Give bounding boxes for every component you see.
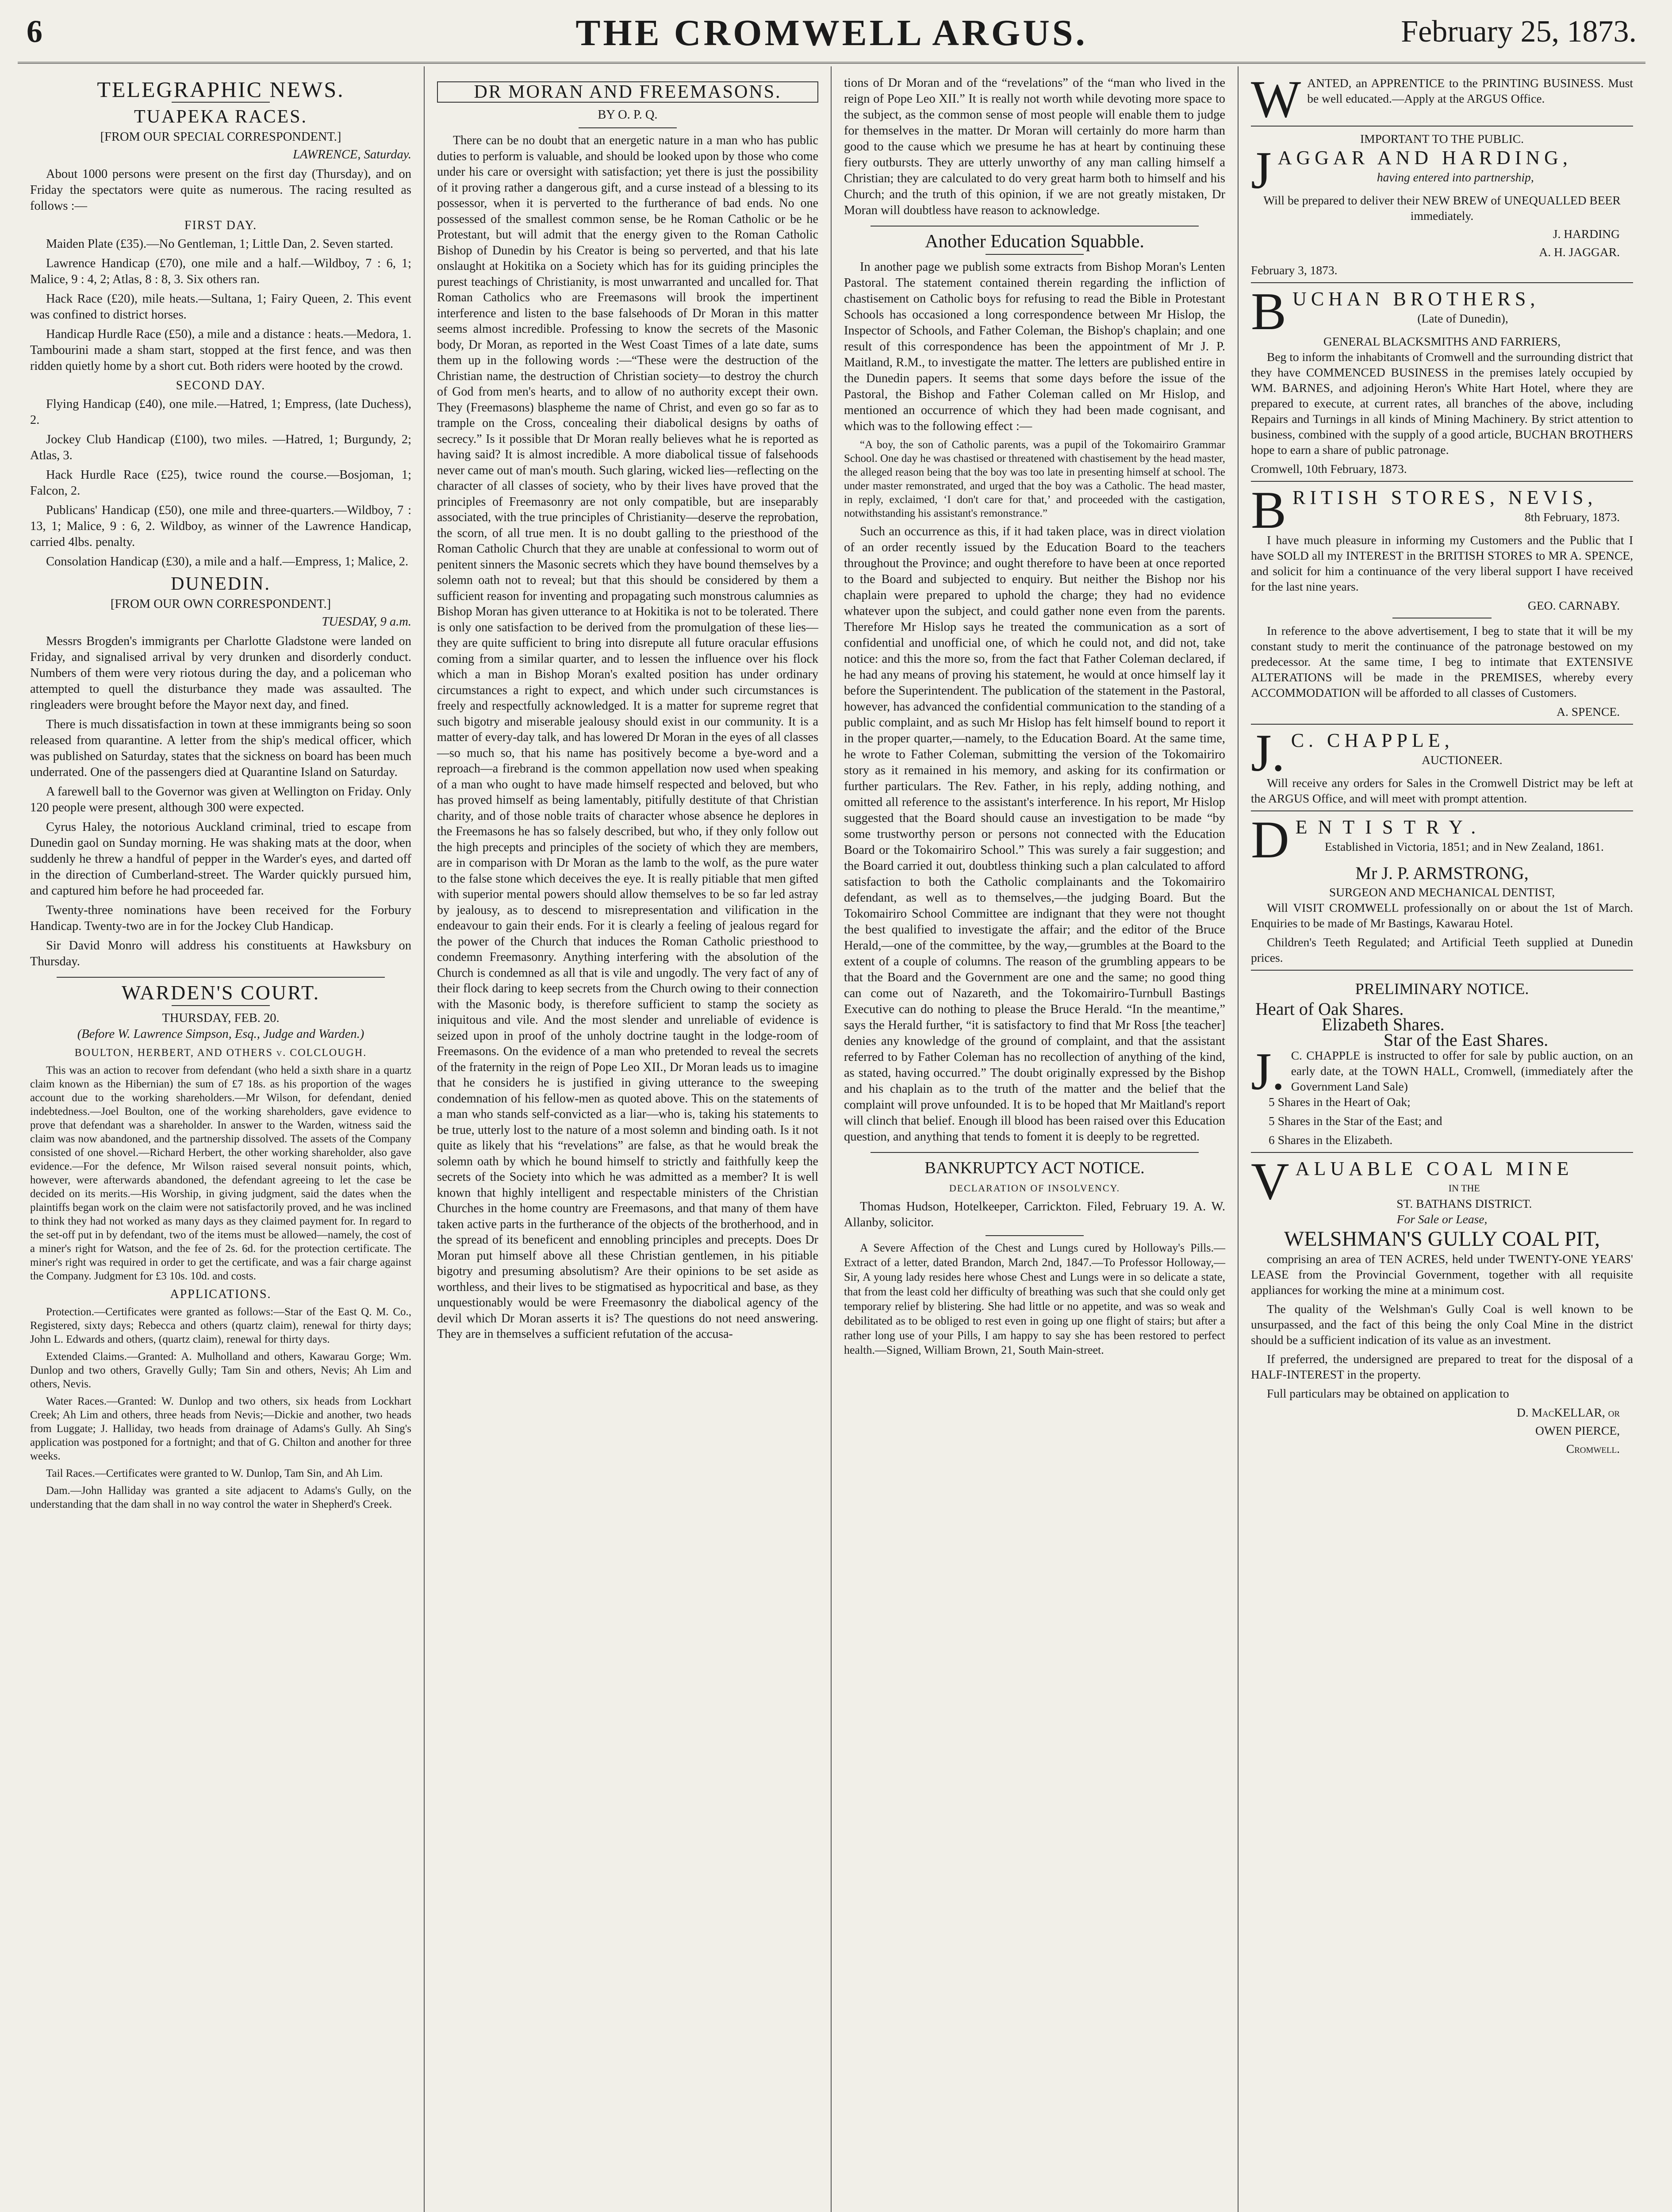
- section-title: TELEGRAPHIC NEWS.: [97, 77, 345, 102]
- ad-subheading: ST. BATHANS DISTRICT.: [1396, 1197, 1532, 1210]
- ad-line: Heart of Oak Shares.: [1255, 999, 1404, 1019]
- divider: [172, 1005, 270, 1006]
- signature: D. MacKELLAR, or: [1516, 1406, 1620, 1419]
- divider: [579, 127, 677, 128]
- ad-text: For Sale or Lease,: [1396, 1212, 1488, 1226]
- ad-heading: AGGAR AND HARDING,: [1277, 147, 1572, 169]
- paragraph: Twenty-three nominations have been received for the Forbury Handicap. Twenty-two are in for the Jockey Club Handicap.: [30, 903, 411, 933]
- newspaper-title: THE CROMWELL ARGUS.: [575, 12, 1088, 54]
- column-4: [1239, 66, 1645, 2212]
- paragraph: About 1000 persons were present on the first day (Thursday), and on Friday the spectators were quite as numerous. The racing resulted as follows :—: [30, 167, 411, 213]
- ad-chapple-auctioneer: [1251, 724, 1633, 806]
- ad-coal-mine: [1251, 1152, 1633, 1456]
- paragraph: Tail Races.—Certificates were granted to W. Dunlop, Tam Sin, and Ah Lim.: [46, 1467, 383, 1479]
- article-source: [FROM OUR SPECIAL CORRESPONDENT.]: [100, 130, 341, 144]
- ad-subheading: (Late of Dunedin),: [1417, 311, 1508, 325]
- ad-title: IMPORTANT TO THE PUBLIC.: [1360, 132, 1524, 146]
- subheading: FIRST DAY.: [184, 219, 257, 232]
- ad-text: Will be prepared to deliver their NEW BREW of UNEQUALLED BEER immediately.: [1263, 193, 1621, 223]
- subheading: APPLICATIONS.: [170, 1287, 272, 1301]
- paragraph: Such an occurrence as this, if it had taken place, was in direct violation of an order recently issued by the Education Board to the teachers throughout the Province; and ought therefore to have been at once reported to the Board and subjected to enquiry. But neither the Bishop nor his chaplain were prepared to uphold the charge; they had no evidence whatever upon the subject, and could gather none even from the parents. Therefore Mr Hislop says he treated the communication as a sort of confidential and unofficial one, of which he could not, and did not, take notice: and this the more so, from the fact that Father Coleman declared, if he had any means of proving his statement, he would at once himself lay it before the Superintendent. The publication of the statement in the Pastoral, however, has advanced the confidential communication to the standing of a public complaint, and as such Mr Hislop has felt himself bound to report it in the proper quarter,—namely, to the Education Board. At the same time, he wrote to Father Coleman, submitting the version of the Tokomairiro story as it remained in his memory, and asking for its confirmation or further particulars. The Rev. Father, in his reply, adding nothing, and omitted all reference to the assistant's interference. In his report, Mr Hislop suggested that the Board should cause an investigation to be made “by some trustworthy person or persons not connected with the Education Board or the Tokomairiro School.” This was surely a fair suggestion; and the Board carried it out, doubtless thinking such a plan calculated to afford satisfaction to both the Catholic complainants and the Tokomairiro defendant, as well as to themselves,—the judging Board. But the Tokomairiro School Committee are indignant that they were not thought the best qualified to investigate the affair; and the editor of the Bruce Herald,—one of the committee, by the way,—grumbles at the Board to the extent of a couple of columns. The reason of the grumbling appears to be that the Board and the Government are one and the same; no good thing can come out of Nazareth, and the Tokomairiro-Turnbull Bastings Executive can do nothing to please the Bruce Herald. “In the meantime,” says the Herald further, “it is satisfactory to find that Mr Ross [the teacher] denies any knowledge of the ground of complaint, and that the assistant referred to by Father Coleman has no recollection of anything of the kind, as stated, having occurred.” The doubt originally expressed by the Bishop and his chaplain as to the truth of the matter and the belief that the complaint will prove unfounded. It is to be hoped that Mr Maitland's report will clinch that belief. Enough ill blood has been raised over this Education question, and anything that tends to foment it is deeply to be regretted.: [844, 525, 1225, 1144]
- list-item: 5 Shares in the Heart of Oak;: [1269, 1095, 1411, 1109]
- ad-heading: ALUABLE COAL MINE: [1295, 1158, 1573, 1179]
- article-title: TUAPEKA RACES.: [134, 107, 308, 127]
- ad-subheading: AUCTIONEER.: [1422, 753, 1503, 767]
- paragraph: A farewell ball to the Governor was given at Wellington on Friday. Only 120 people were present, although 300 were expected.: [30, 785, 411, 814]
- paragraph: Jockey Club Handicap (£100), two miles. —Hatred, 1; Burgundy, 2; Atlas, 3.: [30, 433, 411, 462]
- ad-subheading: having entered into partnership,: [1377, 170, 1534, 184]
- ad-text: Children's Teeth Regulated; and Artificial Teeth supplied at Dunedin prices.: [1251, 935, 1633, 964]
- column-2: [425, 66, 832, 2212]
- divider: [871, 226, 1199, 227]
- divider: [57, 977, 385, 978]
- article-source: [FROM OUR OWN CORRESPONDENT.]: [110, 597, 331, 611]
- paragraph: In another page we publish some extracts from Bishop Moran's Lenten Pastoral. The statement contained therein regarding the infliction of chastisement on Catholic boys for refusing to read the Bible in Protestant Schools has occasioned a long correspondence between Mr Hislop, the Inspector of Schools, and Father Coleman, the Bishop's chaplain; and one result of this correspondence has been the appointment of Mr J. P. Maitland, R.M., to investigate the matter. The letters are published entire in the Dunedin papers. It seems that some days before the issue of the Pastoral, the Bishop and Father Coleman called on Mr Hislop, and mentioned an occurrence of which they had been made cognisant, and which was to the following effect :—: [844, 260, 1225, 433]
- notice-text: Thomas Hudson, Hotelkeeper, Carrickton. Filed, February 19. A. W. Allanby, solicitor.: [844, 1200, 1225, 1229]
- article-title: Another Education Squabble.: [925, 231, 1144, 252]
- paragraph: Water Races.—Granted: W. Dunlop and two others, six heads from Lockhart Creek; Ah Lim and others, three heads from Nevis;—Dickie and another, two heads from Luggate; J. Halliday, two heads from drainage of Adams's Gully. Ah Sing's application was postponed for a fortnight; and that of G. Chilton and another for three weeks.: [30, 1395, 411, 1462]
- issue-date: February 25, 1873.: [1401, 15, 1637, 49]
- ad-name: Mr J. P. ARMSTRONG,: [1355, 863, 1529, 883]
- bench-note: (Before W. Lawrence Simpson, Esq., Judge and Warden.): [77, 1027, 364, 1041]
- divider: [871, 1152, 1199, 1153]
- ad-text: The quality of the Welshman's Gully Coal is well known to be unsurpassed, and the fact of this being the only Coal Mine in the district should be a sufficient indication of its value as an investment.: [1251, 1302, 1633, 1347]
- case-title: BOULTON, HERBERT, AND OTHERS v. COLCLOUGH.: [74, 1047, 367, 1059]
- ad-preliminary-notice: [1251, 970, 1633, 1148]
- paragraph: Flying Handicap (£40), one mile.—Hatred, 1; Empress, (late Duchess), 2.: [30, 397, 411, 427]
- ad-trade: GENERAL BLACKSMITHS AND FARRIERS,: [1323, 334, 1561, 348]
- drop-cap: D: [1251, 810, 1289, 869]
- article-title: DUNEDIN.: [171, 574, 271, 594]
- paragraph: Protection.—Certificates were granted as follows:—Star of the East Q. M. Co., Registered, sixty days; Rebecca and others (quartz claim), renewal for thirty days; John L. Edwards and others, (quartz claim), renewal for thirty days.: [30, 1306, 411, 1345]
- ad-british-stores: [1251, 481, 1633, 719]
- ad-text: If preferred, the undersigned are prepared to treat for the disposal of a HALF-INTEREST in the property.: [1251, 1352, 1633, 1381]
- divider: [986, 1235, 1084, 1236]
- ad-text: ANTED, an APPRENTICE to the PRINTING BUSINESS. Must be well educated.—Apply at the ARGUS Office.: [1307, 76, 1633, 105]
- drop-cap: J: [1251, 141, 1272, 200]
- paragraph: Cyrus Haley, the notorious Auckland criminal, tried to escape from Dunedin gaol on Sunday morning. He was shaking mats at the door, when suddenly he threw a handful of pepper in the Warder's eyes, and darted off in the direction of Cumberland-street. The Warder quickly pursued him, and captured him before he had proceeded far.: [30, 820, 411, 898]
- subheading: SECOND DAY.: [176, 379, 266, 392]
- advertisement-text: A Severe Affection of the Chest and Lungs cured by Holloway's Pills.—Extract of a letter, dated Brandon, March 2nd, 1847.—To Professor Holloway,—Sir, A young lady resides here whose Chest and Lungs were in so delicate a state, that from the least cold her difficulty of breathing was such that she could only get temporary relief by blistering. She had little or no appetite, and was so weak and debilitated as to be obliged to rest even in going up one flight of stairs; but after a rather long use of your Pills, I am happy to say she has been restored to perfect health.—Signed, William Brown, 21, South Main-street.: [844, 1241, 1225, 1356]
- ad-title: PRELIMINARY NOTICE.: [1355, 980, 1529, 998]
- ad-text: comprising an area of TEN ACRES, held under TWENTY-ONE YEARS' LEASE from the Provincial Government, together with all requisite appliances for working the mine at a minimum cost.: [1251, 1252, 1633, 1297]
- notice-subtitle: DECLARATION OF INSOLVENCY.: [949, 1183, 1120, 1194]
- list-item: 5 Shares in the Star of the East; and: [1269, 1114, 1442, 1128]
- divider: [986, 254, 1084, 255]
- paragraph: Dam.—John Halliday was granted a site adjacent to Adams's Gully, on the understanding that the dam shall in no way control the water in Shepherd's Creek.: [30, 1485, 411, 1510]
- ad-apprentice: [1251, 69, 1633, 128]
- ad-text: I have much pleasure in informing my Customers and the Public that I have SOLD all my INTEREST in the BRITISH STORES to MR A. SPENCE, and solicit for him a continuance of the very liberal support I have received for the last nine years.: [1251, 533, 1633, 593]
- column-3: [832, 66, 1239, 2212]
- ad-dentistry: [1251, 810, 1633, 965]
- byline: BY O. P. Q.: [598, 108, 658, 122]
- signature: A. SPENCE.: [1557, 705, 1620, 718]
- ad-text: C. CHAPPLE is instructed to offer for sale by public auction, on an early date, at the TOWN HALL, Cromwell, (immediately after the Government Land Sale): [1291, 1048, 1633, 1093]
- paragraph: This was an action to recover from defendant (who held a sixth share in a quartz claim known as the Hibernian) the sum of £7 18s. as his proportion of the wages account due to the working shareholders.—Mr Wilson, for defendant, denied indebtedness.—Joel Boulton, one of the working shareholders, gave evidence to prove that defendant was a shareholder. In answer to the Warden, witness said the claim was now abandoned, and the partnership dissolved. The assets of the Company consisted of one shovel.—Richard Herbert, the other working shareholder, also gave evidence.—For the defence, Mr Wilson raised several nonsuit points, which, however, were afterwards abandoned, the defendant agreeing to let the case be decided on its merits.—His Worship, in giving judgment, said the dates when the plaintiffs began work on the claim were not satisfactorily proved, and he was inclined to think they had not worked as many days as they claimed payment for. In regard to the set-off put in by defendant, two of the items must be allowed—namely, the cost of a miner's right for Watson, and the fee of 2s. 6d. for the protection certificate. The miner's right was required in order to get the certificate, and was a fair charge against the Company. Judgment for £3 10s. 10d. and costs.: [30, 1064, 411, 1282]
- signature: OWEN PIERCE,: [1535, 1424, 1620, 1437]
- ad-jaggar-harding: [1251, 126, 1633, 278]
- paragraph: Extended Claims.—Granted: A. Mulholland and others, Kawarau Gorge; Wm. Dunlop and two others, Gravelly Gully; Tam Sin and others, Nevis; Ah Lim and others, Nevis.: [30, 1351, 411, 1390]
- paragraph: Consolation Handicap (£30), a mile and a half.—Empress, 1; Malice, 2.: [46, 555, 409, 568]
- paragraph: Hack Hurdle Race (£25), twice round the course.—Bosjoman, 1; Falcon, 2.: [30, 468, 411, 498]
- quotation: “A boy, the son of Catholic parents, was a pupil of the Tokomairiro Grammar School. One day he was chastised or threatened with chastisement by the head master, the alleged reason being that the boy was too late in presenting himself at school. The under master remonstrated, and urged that the boy was a Catholic. The head master, in reply, exclaimed, ‘I don't care for that,’ and proceeded with the castigation, notwithstanding his assistant's remonstrance.”: [844, 439, 1225, 519]
- paragraph: Messrs Brogden's immigrants per Charlotte Gladstone were landed on Friday, and signalised arrival by very drunken and disorderly conduct. Numbers of them were very riotous during the day, and a policeman who attempted to quell the disturbance they made was assaulted. The ringleaders were brought before the Mayor next day, and fined.: [30, 634, 411, 712]
- ad-heading: ENTISTRY.: [1295, 816, 1487, 838]
- article-title: WARDEN'S COURT.: [121, 981, 320, 1004]
- signature: Cromwell.: [1566, 1442, 1620, 1455]
- paragraph: Publicans' Handicap (£50), one mile and three-quarters.—Wildboy, 7 : 13, 1; Malice, 9 : 6, 2. Wildboy, as winner of the Lawrence Handicap, carried 4lbs. penalty.: [30, 503, 411, 549]
- dateline: TUESDAY, 9 a.m.: [322, 615, 411, 629]
- masthead: [18, 9, 1645, 64]
- ad-date: February 3, 1873.: [1251, 263, 1338, 277]
- ad-heading: UCHAN BROTHERS,: [1292, 288, 1540, 310]
- article-title: DR MORAN AND FREEMASONS.: [437, 81, 818, 103]
- drop-cap: B: [1251, 282, 1287, 341]
- paragraph: There is much dissatisfaction in town at these immigrants being so soon released from quarantine. A letter from the ship's medical officer, which was published on Saturday, states that the sickness on board has been much underrated. One of the passengers died at Quarantine Island on Saturday.: [30, 718, 411, 779]
- ad-heading: C. CHAPPLE,: [1291, 730, 1454, 751]
- paragraph: Maiden Plate (£35).—No Gentleman, 1; Little Dan, 2. Seven started.: [46, 237, 394, 251]
- paragraph: Handicap Hurdle Race (£50), a mile and a distance : heats.—Medora, 1. Tambourini made a sham start, stopped at the first fence, and was then ridden quietly home by a short cut. Both riders were hooted by the crowd.: [30, 327, 411, 373]
- ad-text: Beg to inform the inhabitants of Cromwell and the surrounding district that they have COMMENCED BUSINESS in the premises lately occupied by WM. BARNES, and adjoining Heron's White Hart Hotel, where they are prepared to execute, at current rates, all branches of the above, including Repairs and Turnings in all kinds of Mining Machinery. By strict attention to business, combined with the supply of a good article, BUCHAN BROTHERS hope to earn a share of public patronage.: [1251, 350, 1633, 457]
- ad-line: Elizabeth Shares.: [1322, 1014, 1445, 1034]
- ad-date: 8th February, 1873.: [1524, 510, 1620, 524]
- page-columns: [18, 66, 1645, 2212]
- ad-text: Full particulars may be obtained on application to: [1267, 1386, 1509, 1400]
- signature: J. HARDING: [1553, 227, 1620, 241]
- ad-text: Will receive any orders for Sales in the Cromwell District may be left at the ARGUS Office, and will meet with prompt attention.: [1251, 776, 1633, 805]
- dateline: THURSDAY, FEB. 20.: [162, 1011, 280, 1025]
- drop-cap: V: [1251, 1152, 1289, 1210]
- ad-text: In reference to the above advertisement, I beg to state that it will be my constant study to merit the continuance of the patronage bestowed on my predecessor. At the same time, I beg to intimate that EXTENSIVE ALTERATIONS will be made in the PREMISES, whereby every ACCOMMODATION will be afforded to all classes of Customers.: [1251, 624, 1633, 699]
- drop-cap: W: [1251, 69, 1301, 128]
- ad-text: Established in Victoria, 1851; and in New Zealand, 1861.: [1324, 840, 1604, 853]
- ad-subheading: SURGEON AND MECHANICAL DENTIST,: [1329, 885, 1555, 899]
- paragraph: tions of Dr Moran and of the “revelations” of the “man who lived in the reign of Pope Leo XII.” It is really not worth while devoting more space to the subject, as the common sense of most people will enable them to judge for themselves in the matter. Dr Moran will certainly do more harm than good to the cause which we presume he has at heart by continuing these fiery outbursts. They are utterly unworthy of any man calling himself a Christian; they are calculated to do very great harm both to himself and his Church; and the truth of this opinion, if we are not greatly mistaken, Dr Moran will doubtless have reason to acknowledge.: [844, 76, 1225, 217]
- notice-title: BANKRUPTCY ACT NOTICE.: [924, 1159, 1145, 1177]
- paragraph: There can be no doubt that an energetic nature in a man who has public duties to perform is valuable, and should be looked upon by those who come under his care or oversight with satisfaction; yet there is just the possibility of it proving rather a dangerous gift, and a curse instead of a blessing to its possessor, when it is perverted to the furtherance of bad ends. No one possessed of the smallest common sense, be he Roman Catholic or be he Protestant, but will admit that the energy given to the Roman Catholic Bishop of Dunedin by his Creator is being so perverted, and that his late onslaught at Hokitika on a Society which has for its guiding principles the purest teachings of Christianity, is most unwarranted and uncalled for. That Roman Catholics who are Freemasons will brook the impertinent interference and listen to the base falsehoods of Dr Moran in this matter seems almost incredible. Professing to know the secrets of the Masonic body, Dr Moran, as reported in the West Coast Times of a late date, sums them up in the following words :—“These were the destruction of the Christian name, the destruction of Christian society—to destroy the church of God from men's hearts, and to allow of no authority except their own. They (Freemasons) blaspheme the name of Christ, and even go so far as to trample on the Cross, concealing their diabolical designs by oaths of secrecy.” Is it possible that Dr Moran really believes what he is reported as having said? It is almost incredible. A more diabolical tissue of falsehoods never came out of man's mouth. Such glaring, wicked lies—reflecting on the character of all classes of society, who by their lives have proved that the principles of Freemasonry are not only compatible, but are inseparably associated, with the true principles of Christianity—deserve the reprobation, the scorn, of all true men. It is no doubt galling to the priesthood of the Roman Catholic Church that they are unable at confessional to worm out of penitent sinners the Masonic secrets which they have bound themselves by a solemn oath not to reveal; but that this should be considered by them a sufficient reason for inventing and propagating such monstrous calumnies as Bishop Moran has given utterance to at Hokitika is not to be tolerated. There is only one satisfaction to be derived from the promulgation of these lies—they are quite sufficient to bring into disrepute all future oracular effusions coming from a similar quarter, and to lessen the influence over his flock which a man in Bishop Moran's exalted position has under ordinary circumstances a right to expect, and which under such circumstances is freely and respectfully acknowledged. It is a matter for supreme regret that such bigotry and miserable jealousy should exist in our community. It is a matter of every-day talk, and has lowered Dr Moran in the eyes of all classes—so much so, that his name has positively become a bye-word and a reproach—a firebrand is the common appellation now used when speaking of a man who ought to have made himself respected and beloved, but who has proved himself as being lamentably, pitifully destitute of that Christian charity, and of those noble traits of character whose absence he deplores in the Freemasons he has so falsely described, but who, if they only follow out the high precepts and principles of the society of which they are members, are in comparison with Dr Moran as the lamb to the wolf, as the pure water to the false stone which deceives the eye. It is really pitiable that men gifted with superior mental powers should allow themselves to be so far led astray by jealousy, as to descend to misrepresentation and vilification in the endeavour to gain their ends. For it is clearly a feeling of jealous regard for the power of the Church that induces the Roman Catholic priesthood to condemn Freemasonry. Anything interfering with the absolution of the Church is condemned as all that is vile and ungodly. The very fact of any of their flock daring to keep secrets from the Church owing to their connection with the Masonic body, is therefore sufficient to stamp the society as iniquitous and vile. And the most slender and unreliable of evidence is seized upon in proof of the unholy doctrine taught in the lodge-room of Freemasons. On the evidence of a man who pretended to reveal the secrets of the fraternity in the reign of Pope Leo XII., Dr Moran leads us to imagine that he considers he is justified in giving utterance to the sweeping condemnation of his fellow-men as quoted above. This on the statements of a man who stands self-convicted as a liar—who is, taking his statements to be true, utterly lost to the nature of a most solemn and binding oath. Is it not quite as likely that his “revelations” are false, as that he would break the solemn oath by which he bound himself to strictly and faithfully keep the secrets of the Society into which he was admitted as a member? It is well known that highly intelligent and respectable ministers of the Christian Churches in the home country are Freemasons, and that many of them have taken active parts in the furtherance of the objects of the brotherhood, and in the spread of its beneficent and ennobling principles and precepts. Does Dr Moran put himself above all these Christian gentlemen, in his pitiable bigotry and presuming absolutism? Are their opinions to be set aside as worthless, and their lives to be stigmatised as hypocritical and base, as they unquestionably would be were Freemasonry the diabolical agency of the devil which Dr Moran asserts it is? The questions do not need answering. They are in themselves a sufficient refutation of the accusa-: [437, 134, 818, 1341]
- paragraph: Hack Race (£20), mile heats.—Sultana, 1; Fairy Queen, 2. This event was confined to district horses.: [30, 292, 411, 322]
- page-number: 6: [27, 14, 42, 49]
- drop-cap: J.: [1251, 723, 1285, 782]
- signature: GEO. CARNABY.: [1527, 599, 1620, 612]
- list-item: 6 Shares in the Elizabeth.: [1269, 1133, 1393, 1147]
- ad-heading: RITISH STORES, NEVIS,: [1292, 487, 1597, 508]
- drop-cap: B: [1251, 480, 1287, 539]
- paragraph: Lawrence Handicap (£70), one mile and a half.—Wildboy, 7 : 6, 1; Malice, 9 : 4, 2; Atlas, 8 : 8, 3. Six others ran.: [30, 257, 411, 286]
- ad-text: Will VISIT CROMWELL professionally on or about the 1st of March. Enquiries to be made of Mr Bastings, Kawarau Hotel.: [1251, 901, 1633, 930]
- ad-line: Star of the East Shares.: [1384, 1030, 1549, 1050]
- signature: A. H. JAGGAR.: [1539, 245, 1620, 259]
- drop-cap: J.: [1251, 1042, 1285, 1101]
- divider: [172, 102, 270, 103]
- ad-date: Cromwell, 10th February, 1873.: [1251, 462, 1407, 476]
- paragraph: Sir David Monro will address his constituents at Hawksbury on Thursday.: [30, 939, 411, 968]
- dateline: LAWRENCE, Saturday.: [293, 148, 411, 161]
- column-1: [18, 66, 425, 2212]
- ad-name: WELSHMAN'S GULLY COAL PIT,: [1284, 1227, 1600, 1251]
- ad-small: IN THE: [1448, 1183, 1480, 1194]
- ad-buchan-brothers: [1251, 282, 1633, 476]
